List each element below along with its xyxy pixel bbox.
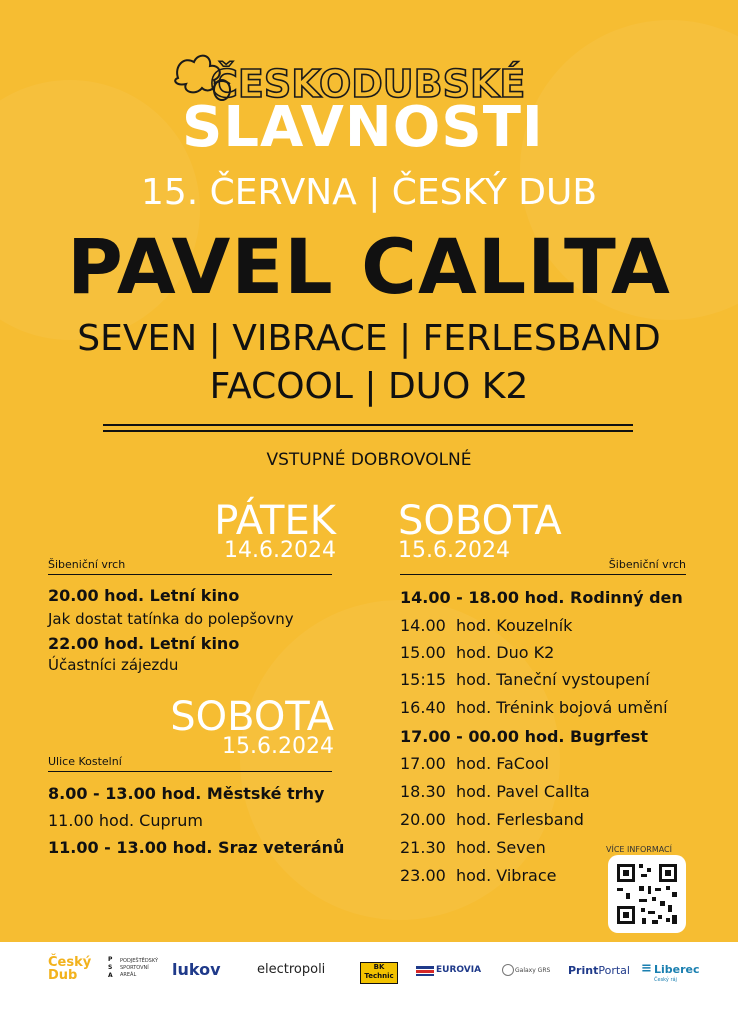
schedule-row-time: 15.00 [400, 643, 446, 662]
saturday-left-title: SOBOTA [170, 694, 334, 740]
bands-line-1: SEVEN | VIBRACE | FERLESBAND [77, 318, 661, 359]
sponsor-psa-text: PODJEŠTĚDSKÝ SPORTOVNÍ AREÁL [120, 958, 159, 978]
sponsor-liberec-sub: Český ráj [654, 977, 677, 983]
schedule-row-time: 14.00 [400, 616, 446, 635]
saturday-left-date: 15.6.2024 [222, 734, 334, 759]
divider-line [103, 424, 633, 432]
schedule-row-block: 14.00 - 18.00 hod. Rodinný den [400, 588, 683, 607]
saturday-right-date: 15.6.2024 [398, 538, 510, 563]
headliner: PAVEL CALLTA [67, 222, 671, 311]
qr-code[interactable] [608, 855, 686, 933]
schedule-row-block: 17.00 - 00.00 hod. Bugrfest [400, 727, 648, 746]
schedule-row-name: hod. Vibrace [456, 866, 557, 885]
schedule-row-time: 23.00 [400, 866, 446, 885]
schedule-row-name: hod. Kouzelník [456, 616, 573, 635]
friday-event: 20.00 hod. Letní kino [48, 586, 240, 605]
saturday-right-title: SOBOTA [398, 498, 562, 544]
schedule-row-name: hod. FaCool [456, 754, 549, 773]
qr-label: VÍCE INFORMACÍ [606, 845, 672, 854]
qr-code-icon [608, 855, 686, 933]
schedule-row-name: hod. Ferlesband [456, 810, 584, 829]
eurovia-stripes-icon [416, 966, 434, 976]
schedule-row-time: 18.30 [400, 782, 446, 801]
sponsor-psa-letters: P S A [108, 956, 113, 979]
entry-fee-note: VSTUPNÉ DOBROVOLNÉ [266, 450, 472, 470]
saturday-left-event: 11.00 hod. Cuprum [48, 811, 203, 830]
schedule-row-name: hod. Trénink bojová umění [456, 698, 668, 717]
schedule-row-name: hod. Taneční vystoupení [456, 670, 650, 689]
sponsor-printportal [568, 964, 630, 977]
friday-underline [48, 574, 332, 575]
friday-venue: Šibeniční vrch [48, 558, 126, 571]
friday-event-subtitle: Jak dostat tatínka do polepšovny [48, 610, 294, 628]
saturday-left-event: 8.00 - 13.00 hod. Městské trhy [48, 784, 325, 803]
friday-date: 14.6.2024 [224, 538, 336, 563]
logo-title-main: SLAVNOSTI [182, 95, 544, 160]
sponsor-lukov: lukov [172, 960, 221, 979]
saturday-right-underline [400, 574, 686, 575]
bands-line-2: FACOOL | DUO K2 [209, 366, 529, 407]
sponsor-galaxy-grs: Galaxy GRS [515, 967, 551, 974]
sponsor-eurovia: EUROVIA [436, 965, 482, 975]
schedule-row-time: 17.00 [400, 754, 446, 773]
sponsor-liberec: Liberec [654, 963, 700, 976]
sponsor-cesky-dub: Český Dub [48, 955, 92, 983]
friday-title: PÁTEK [214, 498, 336, 544]
schedule-row-name: hod. Duo K2 [456, 643, 555, 662]
saturday-right-venue: Šibeniční vrch [608, 558, 686, 571]
friday-event: 22.00 hod. Letní kino [48, 634, 240, 653]
schedule-row-time: 15:15 [400, 670, 447, 689]
printportal-regular: Portal [598, 964, 630, 977]
schedule-row-name: hod. Pavel Callta [456, 782, 590, 801]
schedule-row-time: 20.00 [400, 810, 446, 829]
printportal-bold: Print [568, 964, 599, 977]
saturday-left-event: 11.00 - 13.00 hod. Sraz veteránů [48, 838, 345, 857]
sponsor-bk-technic: BK Technic [360, 962, 398, 984]
friday-event-subtitle: Účastníci zájezdu [48, 656, 179, 674]
sponsor-electropoli: electropoli [257, 962, 326, 977]
saturday-left-venue: Ulice Kostelní [48, 755, 122, 768]
saturday-left-underline [48, 771, 332, 772]
event-date-place: 15. ČERVNA | ČESKÝ DUB [140, 172, 598, 213]
schedule-row-time: 16.40 [400, 698, 446, 717]
schedule-row-name: hod. Seven [456, 838, 546, 857]
liberec-bars-icon: ≡ [641, 961, 652, 976]
galaxy-globe-icon [502, 964, 514, 976]
schedule-row-time: 21.30 [400, 838, 446, 857]
logo-title-outline: ČESKODUBSKÉ [210, 62, 526, 106]
